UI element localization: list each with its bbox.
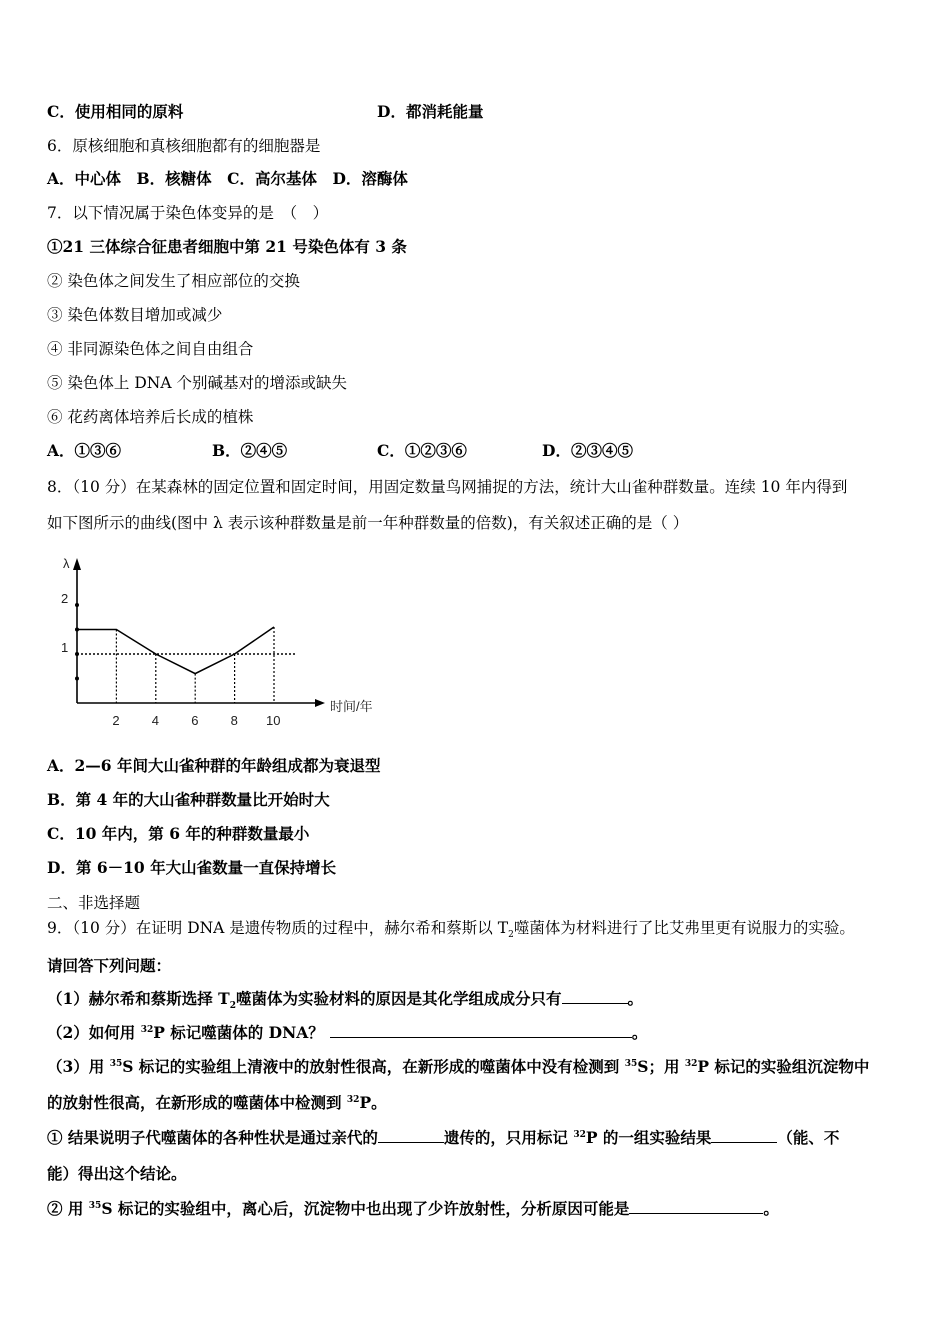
q9-s2-text-a: ② 用	[47, 1199, 89, 1218]
y-axis-label: λ	[63, 556, 70, 571]
q7-option-c: C．①②③⑥	[377, 441, 467, 460]
q9-stem-text-a: 9．（10 分）在证明 DNA 是遗传物质的过程中，赫尔希和蔡斯以 T	[47, 919, 509, 937]
q6-stem: 6．原核细胞和真核细胞都有的细胞器是	[47, 137, 321, 155]
q9-p3-sup1: 35	[109, 1058, 123, 1069]
x-tick-label: 10	[266, 713, 281, 728]
q9-p3-sup2: 35	[624, 1058, 638, 1069]
q9-p3-text-d: P 标记的实验组沉淀物中	[697, 1057, 870, 1076]
q9-s1-text-a: ① 结果说明子代噬菌体的各种性状是通过亲代的	[47, 1128, 378, 1147]
q9-p1-blank[interactable]	[562, 989, 628, 1004]
q9-p1-sub: 2	[229, 1001, 236, 1012]
q9-s2-sup: 35	[88, 1200, 102, 1211]
q9-stem-sub: 2	[508, 930, 514, 941]
q7-option-a: A．①③⑥	[47, 441, 122, 460]
y-tick-label: 1	[61, 640, 69, 655]
y-axis-arrow	[73, 558, 81, 570]
q7-options	[47, 441, 633, 461]
q9-p3-line2-text-a: 的放射性很高，在新形成的噬菌体中检测到	[47, 1093, 347, 1112]
q8-option-a: A．2—6 年间大山雀种群的年龄组成都为衰退型	[47, 756, 381, 775]
y-tick-mark	[75, 603, 79, 607]
q9-part-2	[47, 1023, 647, 1043]
q5-option-row	[47, 102, 484, 122]
q9-s2-text-b: S 标记的实验组中，离心后，沉淀物中也出现了少许放射性，分析原因可能是	[101, 1199, 630, 1218]
q9-p1-text-b: 噬菌体为实验材料的原因是其化学组成成分只有	[235, 989, 562, 1008]
q7-item-4: ④ 非同源染色体之间自由组合	[47, 340, 254, 358]
q7-option-b: B．②④⑤	[212, 441, 288, 460]
q9-p3-text-b: S 标记的实验组上清液中的放射性很高，在新形成的噬菌体中没有检测到	[122, 1057, 625, 1076]
q8-stem-line2: 如下图所示的曲线(图中 λ 表示该种群数量是前一年种群数量的倍数)，有关叙述正确的是（ ）	[47, 514, 689, 532]
q9-s1-text-d: （能、不	[777, 1128, 840, 1147]
x-axis-label: 时间/年	[330, 699, 373, 714]
q9-p3-line2-text-b: P。	[359, 1093, 387, 1112]
q9-prompt: 请回答下列问题：	[47, 956, 172, 975]
q9-p3-sup3: 32	[684, 1058, 698, 1069]
q9-s2-blank[interactable]	[629, 1199, 763, 1214]
lambda-series-line	[77, 627, 274, 674]
q7-stem: 7．以下情况属于染色体变异的是 （ ）	[47, 204, 329, 222]
q9-s2-end: 。	[763, 1199, 779, 1218]
q7-item-5: ⑤ 染色体上 DNA 个别碱基对的增添或缺失	[47, 374, 347, 392]
q7-item-3: ③ 染色体数目增加或减少	[47, 306, 223, 324]
q7-item-6: ⑥ 花药离体培养后长成的植株	[47, 408, 254, 426]
q9-stem-text-b: 噬菌体为材料进行了比艾弗里更有说服力的实验。	[513, 919, 855, 937]
q9-p1-text-a: （1）赫尔希和蔡斯选择 T	[47, 989, 230, 1008]
q7-item-2: ② 染色体之间发生了相应部位的交换	[47, 272, 300, 290]
q8-stem-line1: 8．（10 分）在某森林的固定位置和固定时间，用固定数量鸟网捕捉的方法，统计大山雀种群数量。连续 10 年内得到	[47, 478, 848, 496]
q7-option-d: D．②③④⑤	[542, 441, 633, 460]
q9-p3-text-c: S；用	[637, 1057, 685, 1076]
q9-p1-end: 。	[627, 989, 644, 1008]
y-tick-mark	[75, 677, 79, 681]
q9-p3-text-a: （3）用	[47, 1057, 110, 1076]
q9-sub-1-line2: 能）得出这个结论。	[47, 1164, 187, 1183]
q8-option-c: C．10 年内，第 6 年的种群数量最小	[47, 824, 310, 843]
q8-option-b: B．第 4 年的大山雀种群数量比开始时大	[47, 790, 330, 809]
q5-option-c: C．使用相同的原料	[47, 102, 184, 121]
section-2-title: 二、非选择题	[47, 894, 141, 912]
q9-part-3-line2	[47, 1093, 387, 1113]
x-tick-label: 2	[112, 713, 120, 728]
q9-s1-text-b: 遗传的，只用标记	[443, 1128, 574, 1147]
q9-s1-sup: 32	[573, 1129, 586, 1140]
q9-p2-blank[interactable]	[330, 1023, 632, 1038]
q8-option-d: D．第 6－10 年大山雀数量一直保持增长	[47, 858, 337, 877]
q9-s1-text-c: P 的一组实验结果	[585, 1128, 712, 1147]
x-tick-label: 4	[151, 713, 160, 728]
y-tick-label: 2	[61, 591, 69, 606]
q9-stem	[47, 918, 855, 941]
lambda-line-chart	[47, 552, 387, 737]
q9-p2-sup: 32	[140, 1024, 154, 1035]
q9-p3-line2-sup: 32	[346, 1094, 360, 1105]
q9-s1-blank-2[interactable]	[711, 1128, 777, 1143]
x-axis-arrow	[315, 699, 325, 707]
q7-item-1: ①21 三体综合征患者细胞中第 21 号染色体有 3 条	[47, 237, 407, 256]
q9-p2-text-b: P 标记噬菌体的 DNA？	[153, 1023, 324, 1042]
q9-p2-text-a: （2）如何用	[47, 1023, 141, 1042]
q9-part-3-line1	[47, 1057, 869, 1077]
x-tick-label: 6	[191, 713, 199, 728]
q9-p2-end: 。	[631, 1023, 648, 1042]
x-tick-label: 8	[230, 713, 238, 728]
q9-s1-blank-1[interactable]	[378, 1128, 444, 1143]
q9-sub-2	[47, 1199, 779, 1219]
q9-sub-1-line1	[47, 1128, 839, 1148]
q5-option-d: D．都消耗能量	[377, 102, 484, 121]
q6-options: A．中心体 B．核糖体 C．高尔基体 D．溶酶体	[47, 169, 408, 188]
q9-part-1	[47, 989, 644, 1012]
